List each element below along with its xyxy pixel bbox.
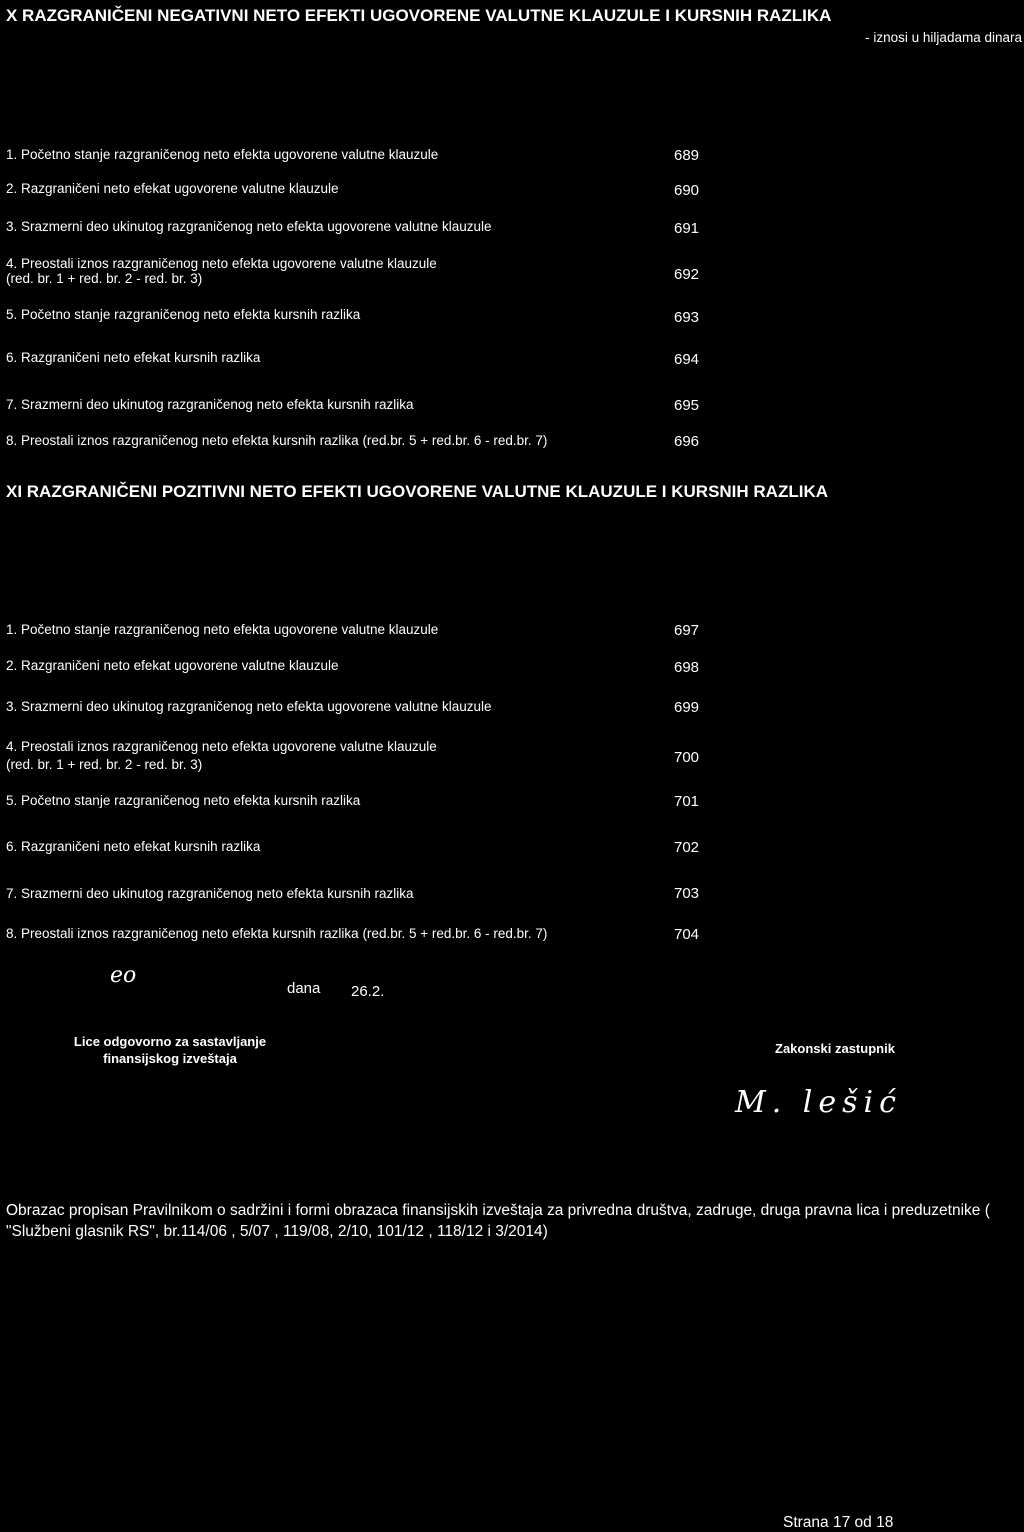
xi-row-3-label: 3. Srazmerni deo ukinutog razgraničenog neto efekta ugovorene valutne klauzule [6, 699, 492, 714]
xi-row-5-label: 5. Početno stanje razgraničenog neto efekta kursnih razlika [6, 793, 361, 808]
xi-row-5-code: 701 [674, 793, 700, 810]
xi-row-8-code: 704 [674, 926, 700, 943]
x-row-1-code: 689 [674, 147, 700, 164]
x-row-8-code: 696 [674, 433, 700, 450]
section-xi-title: XI RAZGRANIČENI POZITIVNI NETO EFEKTI UGOVORENE VALUTNE KLAUZULE I KURSNIH RAZLIKA [6, 482, 829, 501]
xi-row-8-label: 8. Preostali iznos razgraničenog neto efekta kursnih razlika (red.br. 5 + red.br. 6 - red.br. 7) [6, 926, 548, 941]
x-row-6-label: 6. Razgraničeni neto efekat kursnih razlika [6, 350, 261, 365]
x-row-4-code: 692 [674, 266, 700, 283]
x-row-4-label-line1: 4. Preostali iznos razgraničenog neto efekta ugovorene valutne klauzule [6, 256, 437, 271]
page-number: Strana 17 od 18 [783, 1514, 894, 1531]
xi-row-6-label: 6. Razgraničeni neto efekat kursnih razlika [6, 839, 261, 854]
section-x-title: X RAZGRANIČENI NEGATIVNI NETO EFEKTI UGOVORENE VALUTNE KLAUZULE I KURSNIH RAZLIKA [6, 6, 832, 25]
unit-note: - iznosi u hiljadama dinara [865, 30, 1022, 45]
legal-footer: Obrazac propisan Pravilnikom o sadržini i formi obrazaca finansijskih izveštaja za privredna društva, zadruge, druga pravna lica i preduzetnike ( "Službeni glasnik RS", br.114/06 , 5/07 , 119/08, 2/10, 101/12 , 118/12 i 3/2014) [6, 1202, 990, 1240]
x-row-4-label-line2: (red. br. 1 + red. br. 2 - red. br. 3) [6, 271, 203, 286]
x-row-2-label: 2. Razgraničeni neto efekat ugovorene valutne klauzule [6, 181, 339, 196]
xi-row-4-label-line1: 4. Preostali iznos razgraničenog neto efekta ugovorene valutne klauzule [6, 739, 437, 754]
xi-row-4-label-line2: (red. br. 1 + red. br. 2 - red. br. 3) [6, 757, 203, 772]
xi-row-1-code: 697 [674, 622, 700, 639]
x-row-8-label: 8. Preostali iznos razgraničenog neto efekta kursnih razlika (red.br. 5 + red.br. 6 - red.br. 7) [6, 433, 548, 448]
x-row-2-code: 690 [674, 182, 700, 199]
representative-title: Zakonski zastupnik [775, 1041, 895, 1056]
date-label: dana [287, 980, 321, 997]
x-row-7-code: 695 [674, 397, 700, 414]
xi-row-7-code: 703 [674, 885, 700, 902]
representative-signature: M. lešić [735, 1085, 902, 1120]
x-row-7-label: 7. Srazmerni deo ukinutog razgraničenog neto efekta kursnih razlika [6, 397, 414, 412]
xi-row-3-code: 699 [674, 699, 700, 716]
x-row-5-label: 5. Početno stanje razgraničenog neto efekta kursnih razlika [6, 307, 361, 322]
x-row-3-code: 691 [674, 220, 700, 237]
xi-row-4-code: 700 [674, 749, 700, 766]
xi-row-7-label: 7. Srazmerni deo ukinutog razgraničenog neto efekta kursnih razlika [6, 886, 414, 901]
xi-row-6-code: 702 [674, 839, 700, 856]
xi-row-2-label: 2. Razgraničeni neto efekat ugovorene valutne klauzule [6, 658, 339, 673]
preparer-title [55, 1033, 285, 1067]
xi-row-2-code: 698 [674, 659, 700, 676]
preparer-title-line1: Lice odgovorno za sastavljanje [73, 1034, 267, 1049]
x-row-6-code: 694 [674, 351, 700, 368]
x-row-5-code: 693 [674, 309, 700, 326]
x-row-1-label: 1. Početno stanje razgraničenog neto efekta ugovorene valutne klauzule [6, 147, 439, 162]
x-row-3-label: 3. Srazmerni deo ukinutog razgraničenog neto efekta ugovorene valutne klauzule [6, 219, 492, 234]
xi-row-1-label: 1. Početno stanje razgraničenog neto efekta ugovorene valutne klauzule [6, 622, 439, 637]
place-mark: eo [110, 963, 137, 988]
preparer-title-line2: finansijskog izveštaja [103, 1051, 237, 1066]
date-value: 26.2. [351, 983, 385, 1000]
